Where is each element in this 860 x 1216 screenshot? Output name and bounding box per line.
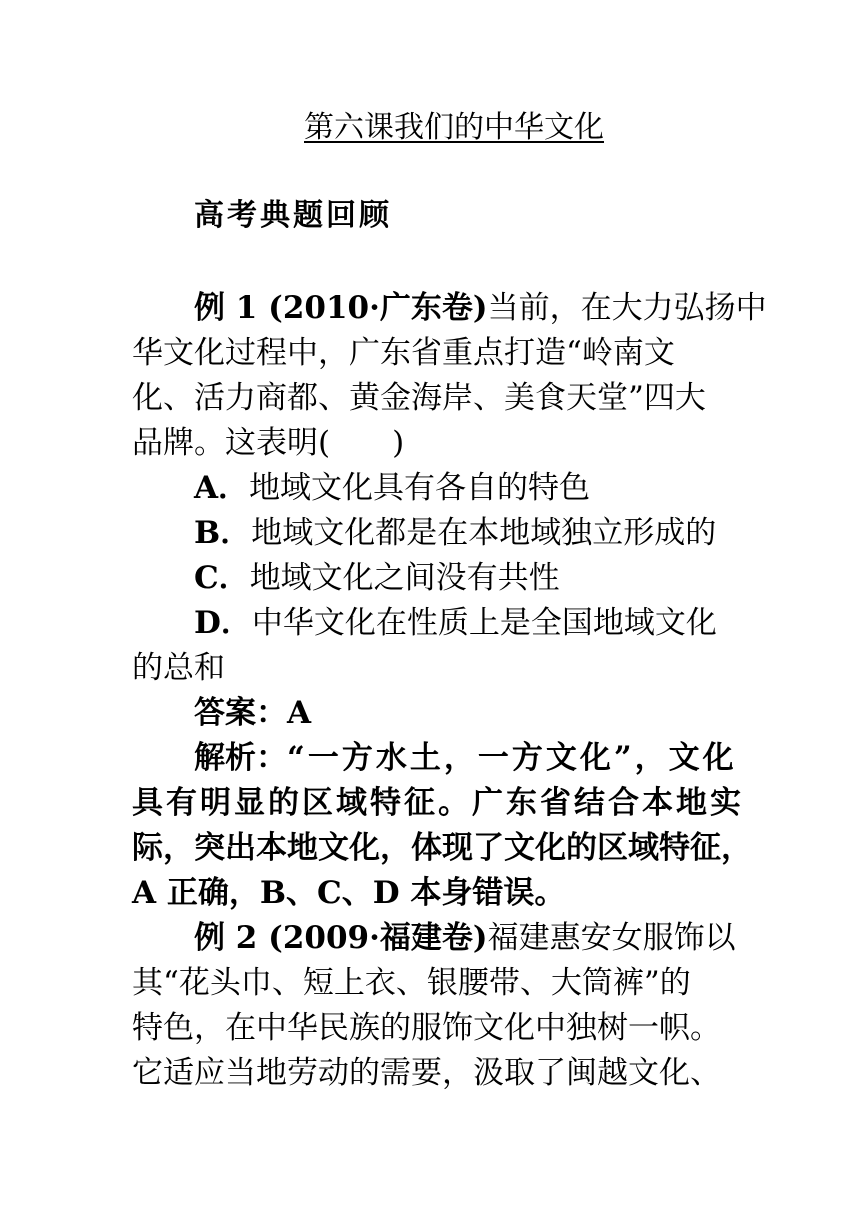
analysis-line-1 [194, 736, 737, 780]
example2-line-4: 它适应当地劳动的需要，汲取了闽越文化、 [132, 1055, 721, 1091]
answer-line [194, 691, 311, 735]
option-b [194, 511, 716, 555]
answer-label: 答案： [194, 695, 287, 731]
option-d-letter: D． [194, 605, 252, 641]
option-d [194, 601, 717, 645]
example1-text: 当前，在大力弘扬中 [487, 290, 767, 326]
option-d-text: 中华文化在性质上是全国地域文化 [251, 605, 717, 641]
example2-line-2: 其“花头巾、短上衣、银腰带、大筒裤”的 [132, 965, 691, 1001]
option-a-letter: A． [194, 470, 250, 506]
option-d-continuation: 的总和 [132, 650, 225, 686]
example2-text: 福建惠安女服饰以 [487, 920, 736, 956]
answer-value: A [287, 695, 312, 731]
example1-line-3: 化、活力商都、黄金海岸、美食天堂”四大 [132, 380, 706, 416]
option-b-text: 地域文化都是在本地域独立形成的 [251, 515, 717, 551]
example1-line-4: 品牌。这表明( ) [132, 425, 405, 461]
option-c-text: 地域文化之间没有共性 [249, 560, 560, 596]
example2-line-3: 特色，在中华民族的服饰文化中独树一帜。 [132, 1010, 721, 1046]
option-a-text: 地域文化具有各自的特色 [249, 470, 591, 506]
analysis-line-3: 际，突出本地文化，体现了文化的区域特征， [132, 830, 752, 866]
example2-line-1 [194, 916, 736, 960]
example2-source: (2009·福建卷) [257, 920, 488, 956]
analysis-text: “一方水土，一方文化”，文化 [287, 740, 737, 776]
option-a [194, 466, 590, 510]
example1-label: 例 1 [194, 290, 258, 326]
option-c-letter: C． [194, 560, 250, 596]
option-b-letter: B． [194, 515, 252, 551]
analysis-label: 解析： [194, 740, 287, 776]
option-c [194, 556, 560, 600]
example2-label: 例 2 [194, 920, 258, 956]
analysis-line-4: A 正确，B、C、D 本身错误。 [132, 875, 566, 911]
example1-line-1 [194, 286, 767, 330]
section-heading: 高考典题回顾 [194, 198, 392, 233]
analysis-line-2: 具有明显的区域特征。广东省结合本地实 [132, 785, 744, 821]
page-title: 第六课我们的中华文化 [304, 110, 604, 145]
example1-source: (2010·广东卷) [257, 290, 488, 326]
example1-line-2: 华文化过程中，广东省重点打造“岭南文 [132, 335, 675, 371]
